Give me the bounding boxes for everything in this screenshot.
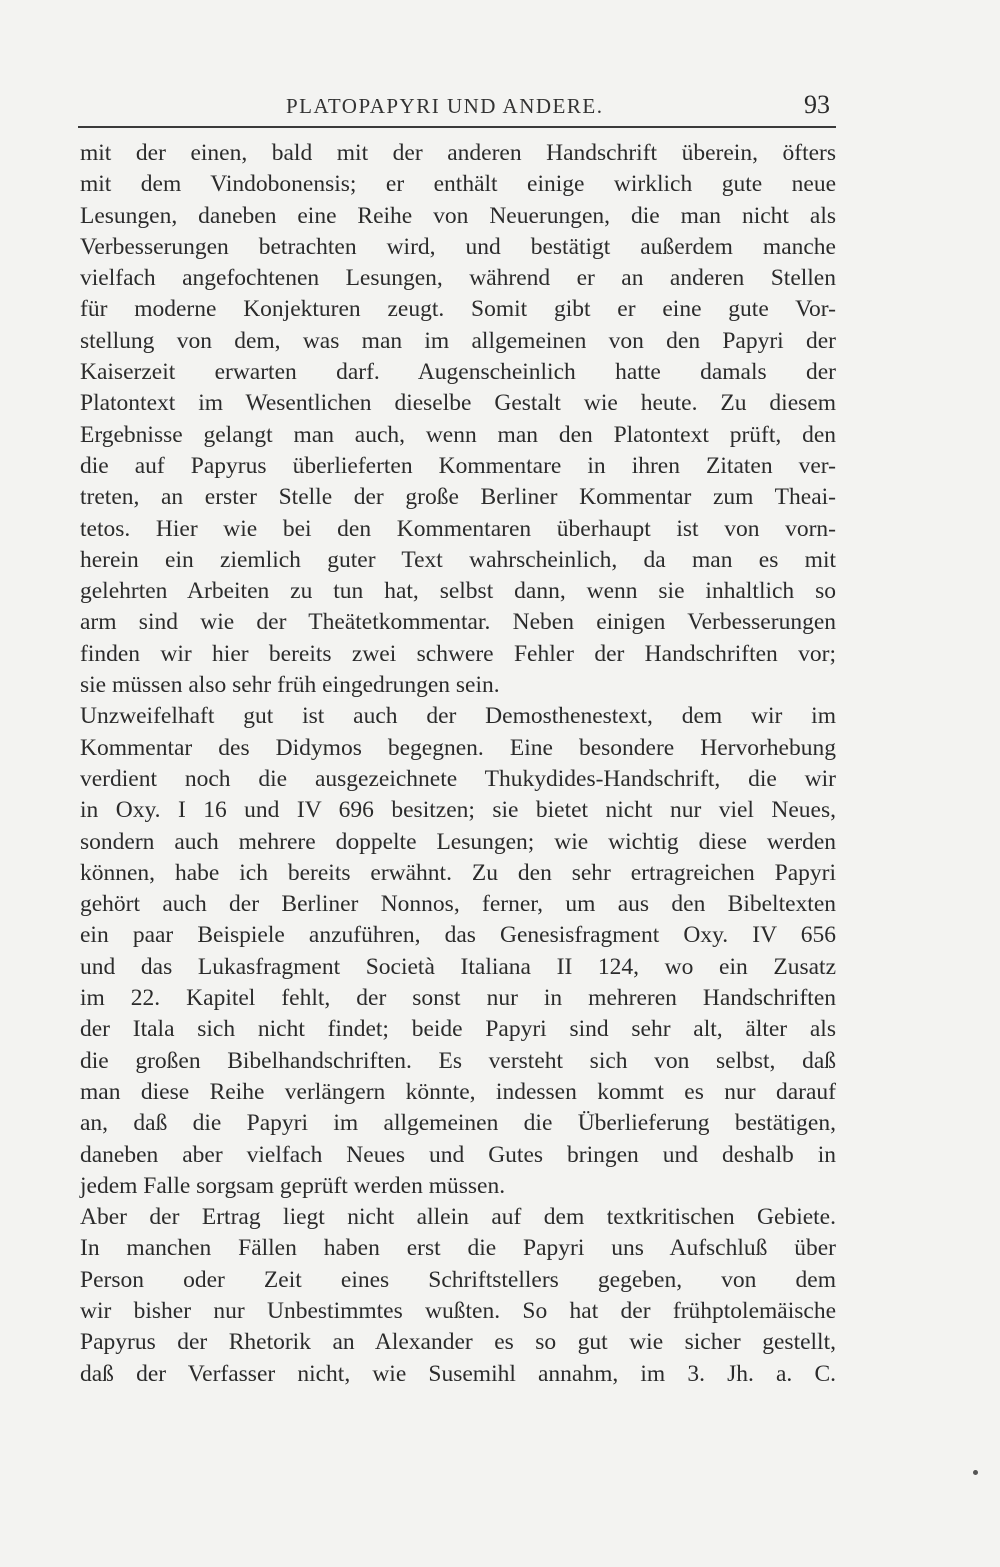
text-line: arm sind wie der Theätetkommentar. Neben einigen Verbesserungen: [80, 609, 836, 636]
page-header: [78, 92, 836, 128]
text-line: In manchen Fällen haben erst die Papyri uns Aufschluß über: [80, 1235, 836, 1262]
text-line: ein paar Beispiele anzuführen, das Genesisfragment Oxy. IV 656: [80, 922, 836, 949]
text-line: Platontext im Wesentlichen dieselbe Gestalt wie heute. Zu diesem: [80, 390, 836, 417]
text-line: an, daß die Papyri im allgemeinen die Überlieferung bestätigen,: [80, 1110, 836, 1137]
text-line: vielfach angefochtenen Lesungen, während er an anderen Stellen: [80, 265, 836, 292]
text-line: mit der einen, bald mit der anderen Handschrift überein, öfters: [80, 140, 836, 166]
text-line: Verbesserungen betrachten wird, und bestätigt außerdem manche: [80, 233, 836, 260]
text-line: Papyrus der Rhetorik an Alexander es so gut wie sicher gestellt,: [80, 1329, 836, 1356]
text-line: gehört auch der Berliner Nonnos, ferner, um aus den Bibeltexten: [80, 891, 836, 918]
text-line: verdient noch die ausgezeichnete Thukydides-Handschrift, die wir: [80, 765, 836, 792]
text-line: gelehrten Arbeiten zu tun hat, selbst dann, wenn sie inhaltlich so: [80, 578, 836, 605]
text-line: Aber der Ertrag liegt nicht allein auf dem textkritischen Gebiete.: [80, 1204, 836, 1231]
text-line: wir bisher nur Unbestimmtes wußten. So hat der frühptolemäische: [80, 1297, 836, 1324]
text-line: Kaiserzeit erwarten darf. Augenscheinlich hatte damals der: [80, 359, 836, 386]
page-number: 93: [804, 90, 830, 119]
paper-speck: [973, 1470, 978, 1475]
text-line: die großen Bibelhandschriften. Es versteht sich von selbst, daß: [80, 1047, 836, 1074]
text-line: Unzweifelhaft gut ist auch der Demosthenestext, dem wir im: [80, 703, 836, 730]
text-line: Ergebnisse gelangt man auch, wenn man den Platontext prüft, den: [80, 421, 836, 448]
text-line: finden wir hier bereits zwei schwere Fehler der Handschriften vor;: [80, 640, 836, 667]
text-line: man diese Reihe verlängern könnte, indessen kommt es nur darauf: [80, 1078, 836, 1105]
text-line: herein ein ziemlich guter Text wahrscheinlich, da man es mit: [80, 546, 836, 573]
text-line: treten, an erster Stelle der große Berliner Kommentar zum Theai-: [80, 484, 836, 511]
text-line: und das Lukasfragment Società Italiana II 124, wo ein Zusatz: [80, 953, 836, 980]
text-line: Kommentar des Didymos begegnen. Eine besondere Hervorhebung: [80, 734, 836, 761]
body-text: [80, 138, 836, 1390]
text-line: daneben aber vielfach Neues und Gutes bringen und deshalb in: [80, 1141, 836, 1168]
text-line: in Oxy. I 16 und IV 696 besitzen; sie bietet nicht nur viel Neues,: [80, 797, 836, 824]
text-line: sie müssen also sehr früh eingedrungen sein.: [80, 672, 500, 699]
text-line: mit dem Vindobonensis; er enthält einige wirklich gute neue: [80, 171, 836, 198]
text-line: im 22. Kapitel fehlt, der sonst nur in mehreren Handschriften: [80, 985, 836, 1012]
text-line: jedem Falle sorgsam geprüft werden müssen.: [80, 1172, 506, 1199]
text-line: stellung von dem, was man im allgemeinen von den Papyri der: [80, 327, 836, 354]
running-title: PLATOPAPYRI UND ANDERE.: [286, 94, 604, 118]
text-line: Person oder Zeit eines Schriftstellers gegeben, von dem: [80, 1266, 836, 1293]
text-line: tetos. Hier wie bei den Kommentaren überhaupt ist von vorn-: [80, 515, 836, 542]
text-line: sondern auch mehrere doppelte Lesungen; wie wichtig diese werden: [80, 828, 836, 855]
text-line: können, habe ich bereits erwähnt. Zu den sehr ertragreichen Papyri: [80, 859, 836, 886]
text-line: daß der Verfasser nicht, wie Susemihl annahm, im 3. Jh. a. C.: [80, 1360, 836, 1387]
text-line: die auf Papyrus überlieferten Kommentare in ihren Zitaten ver-: [80, 452, 836, 479]
text-line: für moderne Konjekturen zeugt. Somit gibt er eine gute Vor-: [80, 296, 836, 323]
text-line: Lesungen, daneben eine Reihe von Neuerungen, die man nicht als: [80, 202, 836, 229]
text-line: der Itala sich nicht findet; beide Papyri sind sehr alt, älter als: [80, 1016, 836, 1043]
